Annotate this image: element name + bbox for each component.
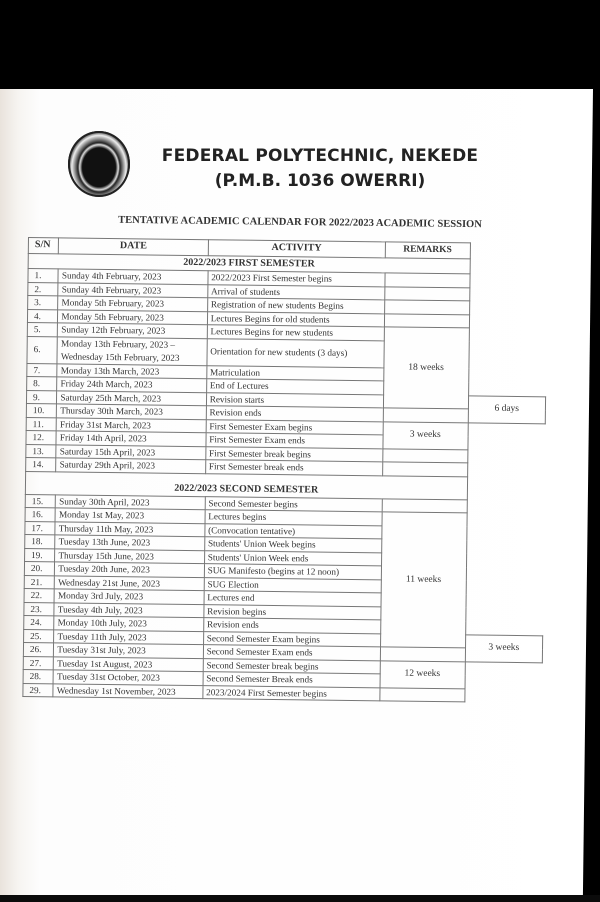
row-remarks [384, 286, 469, 301]
row-date: Friday 14th April, 2023 [56, 431, 205, 446]
row-sn: 9. [26, 390, 57, 404]
row-activity: Revision starts [206, 392, 383, 408]
row-activity: First Semester break ends [205, 460, 382, 476]
col-remarks: REMARKS [385, 242, 470, 259]
first-semester-heading: 2022/2023 FIRST SEMESTER [28, 254, 470, 274]
row-date: Monday 13th February, 2023 – Wednesday 15th February, 2023 [57, 336, 207, 365]
row-sn: 13. [26, 444, 57, 458]
row-sn: 21. [24, 575, 55, 589]
row-activity: End of Lectures [206, 379, 383, 395]
row-date: Thursday 15th June, 2023 [55, 548, 204, 563]
row-activity: 2023/2024 First Semester begins [203, 685, 380, 701]
row-date: Saturday 15th April, 2023 [56, 444, 205, 459]
remark-lectures-duration: 18 weeks [383, 327, 469, 409]
row-activity: Revision ends [203, 618, 380, 634]
row-date: Sunday 30th April, 2023 [56, 494, 205, 509]
calendar-table-wrap [22, 237, 564, 704]
row-activity: Students' Union Week ends [204, 550, 381, 566]
row-activity: Students' Union Week begins [204, 537, 381, 553]
row-sn: 28. [23, 669, 54, 683]
institution-crest-icon [68, 131, 130, 197]
row-activity: Second Semester Break ends [203, 672, 380, 688]
top-black-bar [0, 0, 600, 89]
row-date: Saturday 25th March, 2023 [57, 390, 206, 405]
calendar-table [22, 237, 548, 703]
row-date: Monday 10th July, 2023 [54, 616, 203, 631]
row-activity: Revision ends [206, 406, 383, 422]
row-remarks [384, 300, 469, 315]
row-date: Tuesday 11th July, 2023 [54, 629, 203, 644]
row-date: Saturday 29th April, 2023 [56, 458, 205, 473]
row-date: Friday 31st March, 2023 [57, 417, 206, 432]
row-activity: Orientation for new students (3 days) [207, 338, 384, 367]
row-date: Monday 5th February, 2023 [58, 309, 207, 324]
col-date: DATE [59, 238, 209, 256]
row-activity: First Semester break begins [205, 446, 382, 462]
row-activity: Lectures Begins for old students [207, 311, 384, 327]
row-sn: 5. [27, 322, 58, 336]
row-sn: 18. [25, 534, 56, 548]
row-activity: Lectures begins [205, 510, 382, 526]
row-date: Tuesday 20th June, 2023 [55, 562, 204, 577]
col-sn: S/N [28, 238, 59, 254]
row-date: Monday 3rd July, 2023 [54, 589, 203, 604]
row-date: Wednesday 21st June, 2023 [55, 575, 204, 590]
remark-lectures-duration: 11 weeks [380, 512, 467, 648]
row-activity: Second Semester Exam begins [203, 631, 380, 647]
row-sn: 27. [23, 656, 54, 670]
remark-exam-duration: 3 weeks [383, 421, 468, 449]
row-sn: 24. [24, 615, 55, 629]
row-date: Monday 13th March, 2023 [57, 363, 206, 378]
institution-address: (P.M.B. 1036 OWERRI) [214, 171, 426, 191]
row-date: Tuesday 1st August, 2023 [54, 656, 203, 671]
row-sn: 11. [26, 417, 57, 431]
row-sn: 17. [25, 521, 56, 535]
row-sn: 23. [24, 602, 55, 616]
row-date: Friday 24th March, 2023 [57, 377, 206, 392]
row-sn: 3. [28, 296, 59, 310]
row-remarks [385, 273, 470, 288]
row-remarks [382, 448, 467, 463]
row-date: Tuesday 4th July, 2023 [54, 602, 203, 617]
row-sn: 29. [23, 683, 54, 697]
row-remarks [382, 498, 467, 513]
row-activity: Matriculation [206, 365, 383, 381]
row-activity: Second Semester break begins [203, 658, 380, 674]
row-activity: Lectures end [204, 591, 381, 607]
row-remarks [380, 687, 465, 702]
row-sn: 10. [26, 403, 57, 417]
row-date: Sunday 12th February, 2023 [58, 323, 207, 338]
row-sn: 19. [25, 548, 56, 562]
row-remarks [382, 462, 467, 477]
row-activity: Revision begins [204, 604, 381, 620]
remark-revision-duration: 6 days [468, 395, 546, 423]
row-activity: 2022/2023 First Semester begins [208, 271, 385, 287]
row-sn: 8. [27, 376, 58, 390]
row-activity: Second Semester begins [205, 496, 382, 512]
row-date: Monday 5th February, 2023 [58, 296, 207, 311]
row-sn: 1. [28, 269, 59, 283]
document-subtitle: TENTATIVE ACADEMIC CALENDAR FOR 2022/2023 ACADEMIC SESSION [118, 214, 482, 231]
row-sn: 26. [23, 642, 54, 656]
row-sn: 12. [26, 430, 57, 444]
col-activity: ACTIVITY [208, 240, 385, 258]
row-date: Tuesday 13th June, 2023 [55, 535, 204, 550]
row-sn: 22. [24, 588, 55, 602]
row-date: Monday 1st May, 2023 [55, 508, 204, 523]
row-activity: (Convocation tentative) [205, 523, 382, 539]
row-date: Wednesday 1st November, 2023 [53, 683, 202, 698]
row-sn: 6. [27, 336, 58, 363]
row-sn: 4. [27, 309, 58, 323]
row-activity: First Semester Exam begins [206, 419, 383, 435]
row-date: Tuesday 31st July, 2023 [54, 643, 203, 658]
row-date: Tuesday 31st October, 2023 [53, 670, 202, 685]
row-activity: SUG Election [204, 577, 381, 593]
row-activity: First Semester Exam ends [206, 433, 383, 449]
row-activity: Lectures Begins for new students [207, 325, 384, 341]
row-date: Thursday 30th March, 2023 [57, 404, 206, 419]
row-activity: Registration of new students Begins [207, 298, 384, 314]
row-date: Sunday 4th February, 2023 [58, 269, 207, 284]
row-sn: 20. [24, 561, 55, 575]
row-activity: Arrival of students [207, 284, 384, 300]
second-semester-heading: 2022/2023 SECOND SEMESTER [25, 471, 467, 499]
row-activity: SUG Manifesto (begins at 12 noon) [204, 564, 381, 580]
row-sn: 16. [25, 507, 56, 521]
row-sn: 7. [27, 363, 58, 377]
remark-exam-duration: 3 weeks [465, 634, 543, 662]
row-sn: 14. [26, 457, 57, 471]
row-sn: 15. [25, 494, 56, 508]
row-sn: 2. [28, 282, 59, 296]
bottom-black-bar [0, 895, 600, 902]
row-date: Thursday 11th May, 2023 [55, 521, 204, 536]
institution-name: FEDERAL POLYTECHNIC, NEKEDE [161, 146, 479, 166]
row-activity: Second Semester Exam ends [203, 645, 380, 661]
row-sn: 25. [24, 629, 55, 643]
row-remarks [384, 313, 469, 328]
row-date: Sunday 4th February, 2023 [58, 282, 207, 297]
remark-break-duration: 12 weeks [380, 660, 465, 688]
